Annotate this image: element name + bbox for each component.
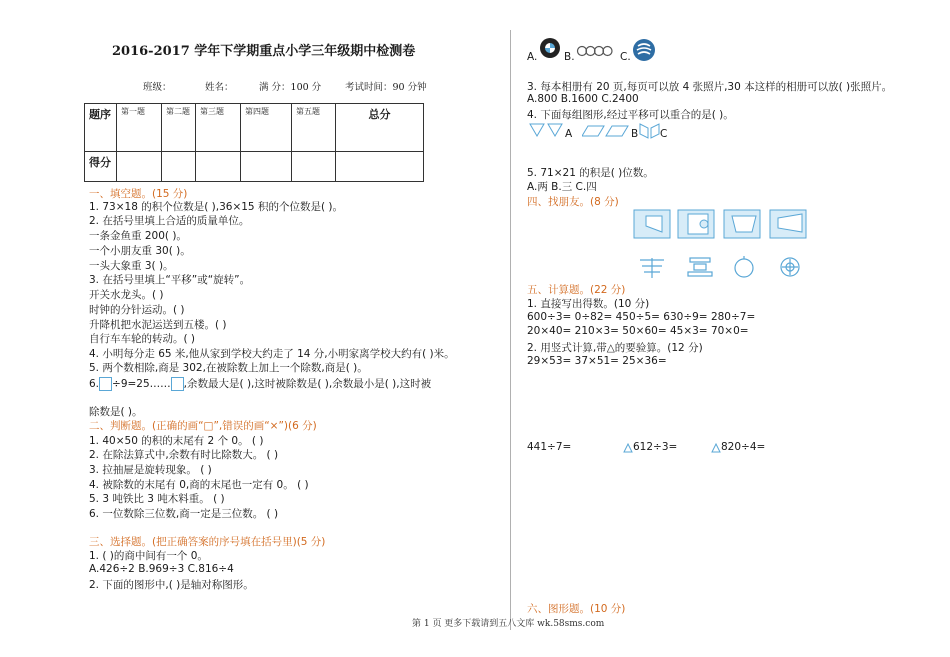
option-label: C [660,128,668,140]
section-3-title: 三、选择题。(把正确答案的序号填在括号里)(5 分) [89,536,326,548]
flags-shape-c-icon [639,122,661,140]
score-col-4: 第四题 [241,104,292,152]
audi-rings-icon [576,45,614,57]
question-line: 4. 下面每组图形,经过平移可以重合的是( )。 [527,109,734,121]
info-class: 班级： [143,82,172,93]
question-line: 3. 拉抽屉是旋转现象。 ( ) [89,464,212,476]
score-row-label: 题序 [85,104,117,152]
option-c-label: C. [620,51,631,63]
calc-item: 612÷3= [633,441,678,453]
score-cell[interactable] [336,152,424,182]
score-table [84,103,424,182]
triangles-shape-a-icon [528,122,564,138]
calc-item: 441÷7= [527,441,572,453]
question-line: 4. 小明每分走 65 米,他从家到学校大约走了 14 分,小明家离学校大约有( )米。 [89,348,455,360]
parallelograms-shape-b-icon [582,124,630,138]
score-col-total: 总分 [336,104,424,152]
score-col-5: 第五题 [292,104,336,152]
score-cell[interactable] [162,152,196,182]
question-line: 1. 40×50 的积的末尾有 2 个 0。 ( ) [89,435,264,447]
score-col-2: 第二题 [162,104,196,152]
question-line: 2. 用竖式计算,带△的要验算。(12 分) [527,342,703,354]
question-line: 5. 两个数相除,商是 302,在被除数上加上一个除数,商是( )。 [89,362,368,374]
question-line: 一个小朋友重 30( )。 [89,245,191,257]
question-line: 升降机把水泥运送到五楼。( ) [89,319,227,331]
score-cell[interactable] [117,152,162,182]
question-line: 1. 直接写出得数。(10 分) [527,298,650,310]
china-mobile-logo-icon [632,38,656,62]
question-6 [89,376,431,391]
question-line: 5. 71×21 的积是( )位数。 [527,167,654,179]
page-footer: 第 1 页 更多下载请到五八文库 wk.58sms.com [412,619,605,629]
score-row-label: 得分 [85,152,117,182]
info-time: 考试时间：90 分钟 [345,82,427,93]
score-col-1: 第一题 [117,104,162,152]
page-title: 2016-2017 学年下学期重点小学三年级期中检测卷 [112,44,416,59]
question-line: 自行车车轮的转动。( ) [89,333,196,345]
question-line: 6. 一位数除三位数,商一定是三位数。 ( ) [89,508,279,520]
question-line: 1. ( )的商中间有一个 0。 [89,550,208,562]
symmetric-figures-icon [632,254,812,280]
question-line: 一条金鱼重 200( )。 [89,230,187,242]
column-divider [510,30,511,630]
question-line: 3. 每本相册有 20 页,每页可以放 4 张照片,30 本这样的相册可以放( )张照片。 [527,81,893,93]
question-line: 除数是( )。 [89,406,143,418]
q6-number: 6. [89,378,100,390]
question-line: 2. 下面的图形中,( )是轴对称图形。 [89,579,254,591]
triangle-mark-icon [711,443,721,453]
calc-row: 600÷3= 0÷82= 450÷5= 630÷9= 280÷7= [527,311,756,323]
question-line: 2. 在除法算式中,余数有时比除数大。 ( ) [89,449,279,461]
answer-box[interactable] [99,377,112,391]
calc-row: 29×53= 37×51= 25×36= [527,355,667,367]
question-line: 4. 被除数的末尾有 0,商的末尾也一定有 0。 ( ) [89,479,309,491]
question-line: 时钟的分针运动。( ) [89,304,185,316]
section-5-title: 五、计算题。(22 分) [527,284,626,296]
option-a-label: A. [527,51,538,63]
q6-text: ,余数最大是( ),这时被除数是( ),余数最小是( ),这时被 [183,378,432,390]
question-line: 开关水龙头。( ) [89,289,164,301]
section-1-title: 一、填空题。(15 分) [89,188,188,200]
score-col-3: 第三题 [196,104,241,152]
option-label: B [631,128,639,140]
question-line: 5. 3 吨铁比 3 吨木料重。 ( ) [89,493,225,505]
option-b-label: B. [564,51,575,63]
bmw-logo-icon [540,38,560,58]
info-full-score: 满 分：100 分 [259,82,322,93]
question-line: A.426÷2 B.969÷3 C.816÷4 [89,563,234,575]
section-6-title: 六、图形题。(10 分) [527,603,626,615]
half-pattern-cards-icon [632,206,812,242]
q6-expression: ÷9=25…… [112,378,171,390]
triangle-mark-icon [623,443,633,453]
question-line: 2. 在括号里填上合适的质量单位。 [89,215,250,227]
calc-item: 820÷4= [721,441,766,453]
question-line: 一头大象重 3( )。 [89,260,174,272]
section-2-title: 二、判断题。(正确的画“□”,错误的画“×”)(6 分) [89,420,317,432]
score-cell[interactable] [196,152,241,182]
answer-box[interactable] [171,377,184,391]
option-label: A [565,128,573,140]
section-4-title: 四、找朋友。(8 分) [527,196,619,208]
score-cell[interactable] [241,152,292,182]
question-line: 1. 73×18 的积个位数是( ),36×15 积的个位数是( )。 [89,201,343,213]
question-options: A.两 B.三 C.四 [527,181,597,193]
question-line: 3. 在括号里填上“平移”或“旋转”。 [89,274,251,286]
score-cell[interactable] [292,152,336,182]
info-name: 姓名： [205,82,234,93]
question-options: A.800 B.1600 C.2400 [527,93,639,105]
calc-row: 20×40= 210×3= 50×60= 45×3= 70×0= [527,325,749,337]
